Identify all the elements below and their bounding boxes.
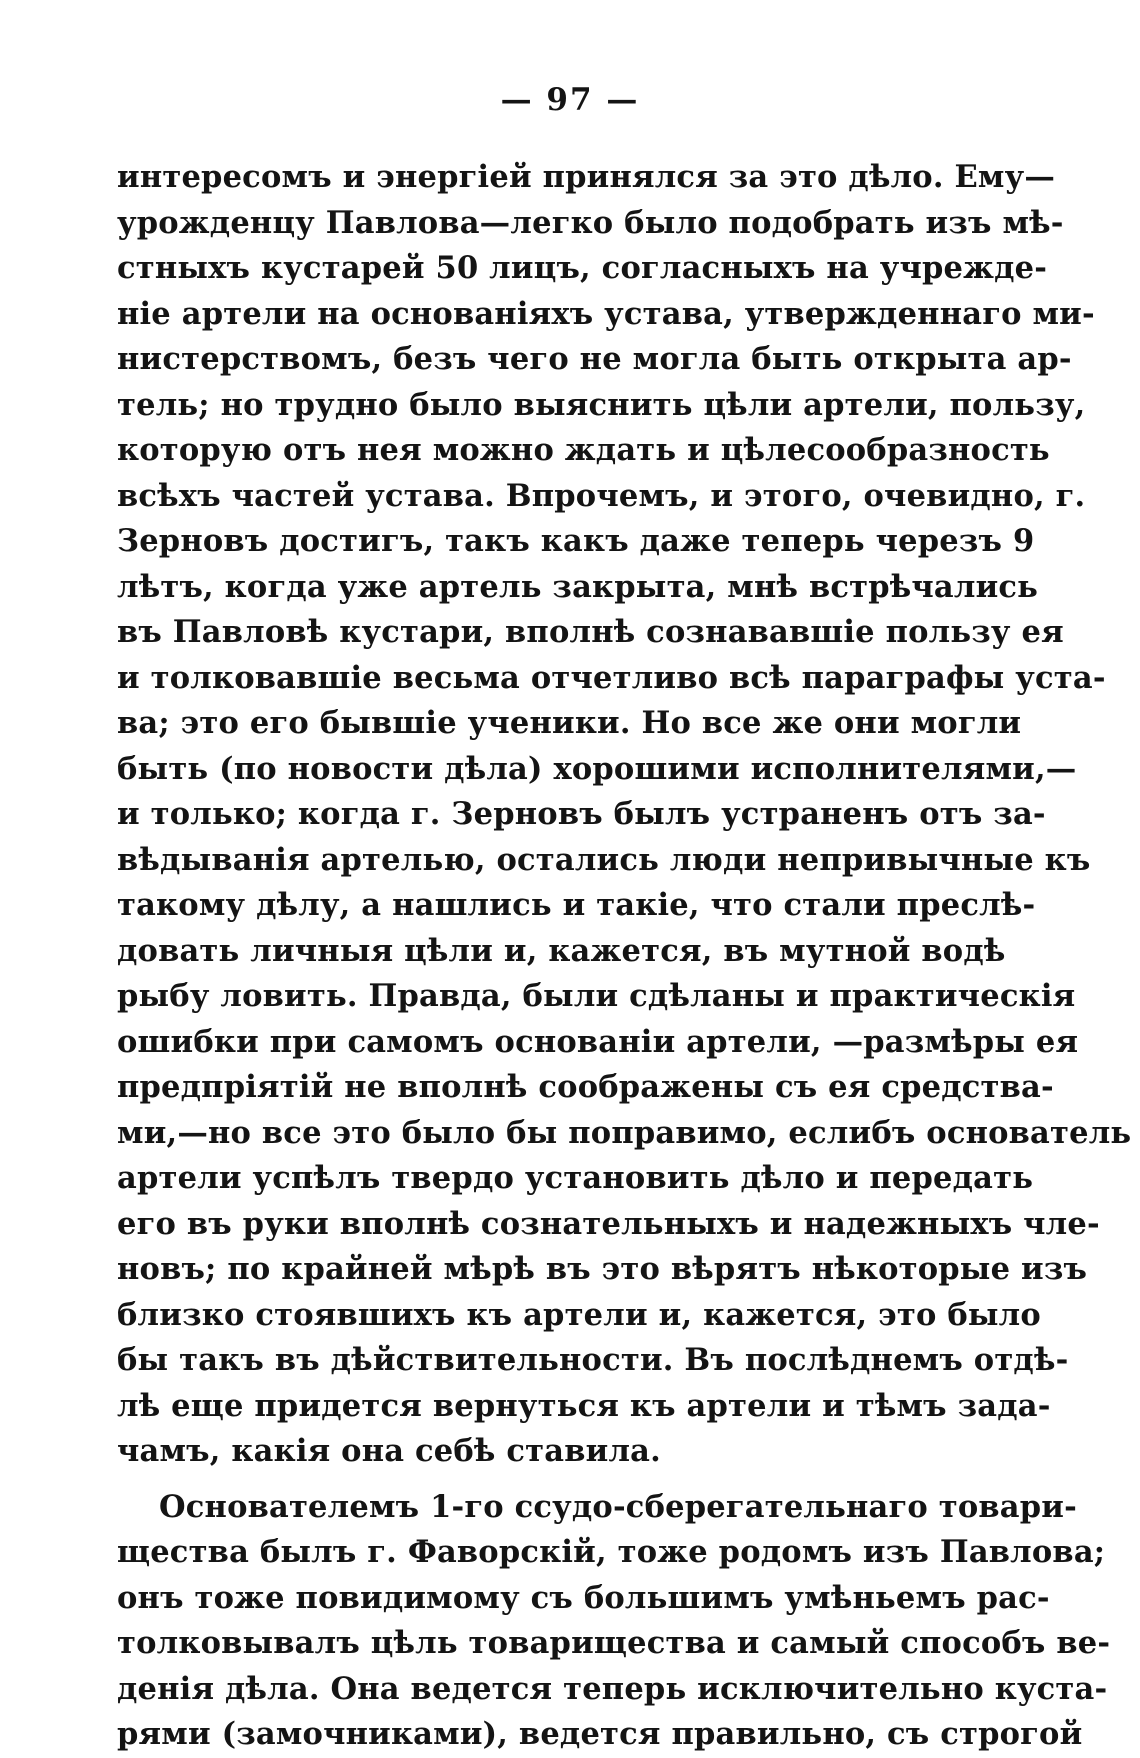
text-line: тель; но трудно было выяснить цѣли артели, пользу, xyxy=(117,386,1086,423)
paragraph-2 xyxy=(117,1485,1111,1758)
text-line: урожденцу Павлова—легко было подобрать изъ мѣ- xyxy=(117,204,1064,241)
text-line: ва; это его бывшіе ученики. Но все же они могли xyxy=(117,705,1022,741)
text-line: Основателемъ 1-го ссудо-сберегательнаго товари- xyxy=(159,1488,1077,1525)
text-line: рями (замочниками), ведется правильно, съ строгой xyxy=(117,1716,1083,1752)
text-line: лѣ еще придется вернуться къ артели и тѣмъ зада- xyxy=(117,1387,1051,1424)
text-line: предпріятій не вполнѣ соображены съ ея средства- xyxy=(117,1069,1054,1105)
text-line: и только; когда г. Зерновъ былъ устраненъ отъ за- xyxy=(117,796,1046,832)
text-line: лѣтъ, когда уже артель закрыта, мнѣ встрѣчались xyxy=(117,568,1039,605)
text-line: нистерствомъ, безъ чего не могла быть открыта ар- xyxy=(117,341,1072,377)
text-line: довать личныя цѣли и, кажется, въ мутной водѣ xyxy=(117,932,1006,969)
text-line: ніе артели на основаніяхъ устава, утвержденнаго ми- xyxy=(117,295,1095,332)
text-line: ми,—но все это было бы поправимо, еслибъ основатель xyxy=(117,1114,1132,1151)
text-line: быть (по новости дѣла) хорошими исполнителями,— xyxy=(117,750,1077,787)
text-line: артели успѣлъ твердо установить дѣло и передать xyxy=(117,1160,1034,1196)
text-line: его въ руки вполнѣ сознательныхъ и надежныхъ чле- xyxy=(117,1205,1100,1242)
text-line: Зерновъ достигъ, такъ какъ даже теперь черезъ 9 xyxy=(117,523,1035,559)
text-line: денія дѣла. Она ведется теперь исключительно куста- xyxy=(117,1670,1108,1707)
text-line: близко стоявшихъ къ артели и, кажется, это было xyxy=(117,1296,1041,1333)
text-line: которую отъ нея можно ждать и цѣлесообразность xyxy=(117,432,1050,468)
text-line: ошибки при самомъ основаніи артели, —размѣры ея xyxy=(117,1023,1079,1060)
text-line: новъ; по крайней мѣрѣ въ это вѣрятъ нѣкоторые изъ xyxy=(117,1251,1088,1287)
text-line: чамъ, какія она себѣ ставила. xyxy=(117,1433,661,1469)
text-line: стныхъ кустарей 50 лицъ, согласныхъ на учрежде- xyxy=(117,250,1048,286)
text-line: щества былъ г. Фаворскій, тоже родомъ изъ Павлова; xyxy=(117,1534,1106,1570)
text-line: такому дѣлу, а нашлись и такіе, что стали преслѣ- xyxy=(117,887,1036,923)
page-number: — 97 — xyxy=(500,82,640,118)
text-line: интересомъ и энергіей принялся за это дѣло. Ему— xyxy=(117,159,1056,195)
text-line: рыбу ловить. Правда, были сдѣланы и практическія xyxy=(117,978,1076,1014)
text-line: бы такъ въ дѣйствительности. Въ послѣднемъ отдѣ- xyxy=(117,1342,1069,1378)
text-line: всѣхъ частей устава. Впрочемъ, и этого, очевидно, г. xyxy=(117,477,1086,514)
text-line: и толковавшіе весьма отчетливо всѣ параграфы уста- xyxy=(117,659,1106,696)
text-line: въ Павловѣ кустари, вполнѣ сознававшіе пользу ея xyxy=(117,614,1064,650)
text-line: онъ тоже повидимому съ большимъ умѣньемъ рас- xyxy=(117,1579,1050,1616)
text-line: вѣдыванія артелью, остались люди непривычные къ xyxy=(117,841,1091,878)
paragraph-gap xyxy=(117,1475,965,1485)
text-line: толковывалъ цѣль товарищества и самый способъ ве- xyxy=(117,1625,1111,1661)
body-text xyxy=(117,155,1132,1758)
paragraph-1 xyxy=(117,155,1132,1475)
